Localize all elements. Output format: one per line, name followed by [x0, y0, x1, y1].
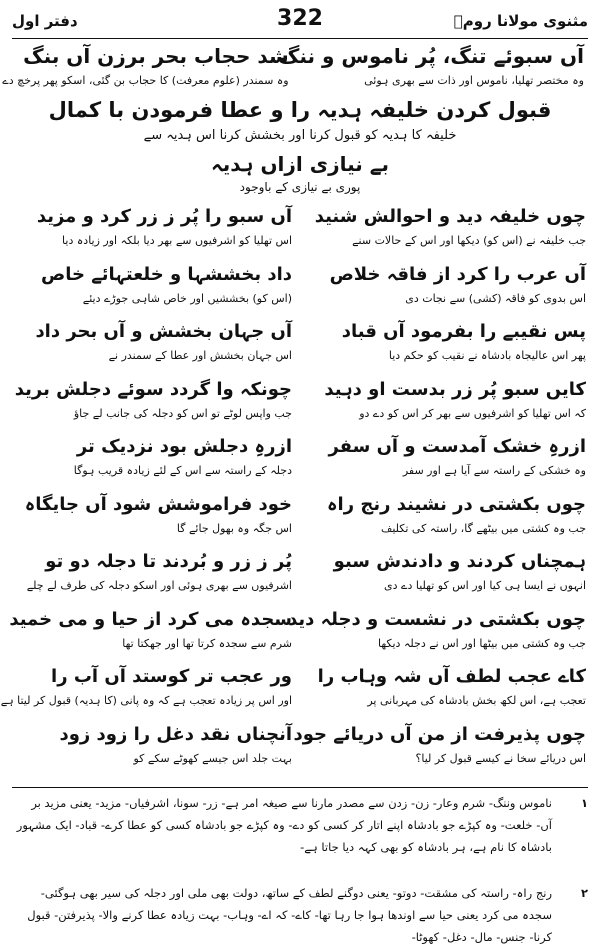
verse-line: ازرہِ دجلش بود نزدیک تر [76, 436, 292, 457]
verse-line: سجدہ می کرد از حیا و می خمید [9, 608, 292, 630]
verse-translation: انہوں نے ایسا ہی کیا اور اس کو تھلیا دے دی [384, 579, 586, 592]
footnote [14, 882, 588, 948]
couplet [287, 605, 586, 663]
verse-line: آنچناں نقد دغل را زود زود [59, 723, 292, 745]
couplet [308, 260, 586, 318]
couplet [308, 547, 586, 605]
verse-line: ازرہِ خشک آمدست و آں سفر [328, 436, 586, 457]
section-heading: قبول کردن خلیفہ ہدیہ را و عطا فرمودن با کمال [48, 98, 552, 122]
verse-line: کاے عجب لطف آں شہ وہاب را [317, 666, 586, 687]
footnote-text: رنج راہ- راستہ کی مشقت- دوتو- یعنی دوگنے لطف کے ساتھ، دولت بھی ملی اور دجلہ کی سیر بھی ہوگئی- سجدہ می کرد یعنی حیا سے اوندھا ہوا جا رہا تھا- کاے- کہ اے- وہاب- بہت زیادہ عطا کرنے والا- پذیرفتن- قبول کرنا- جنس- مال- دغل- کھوٹا- [27, 886, 552, 944]
couplet [14, 720, 292, 778]
couplet [14, 547, 292, 605]
couplet [0, 662, 292, 720]
couplet [14, 317, 292, 375]
verse-translation: جب خلیفہ نے (اس کو) دیکھا اور اس کے حالات سنے [352, 234, 586, 247]
footnote-number: ۲ [580, 886, 588, 900]
verse-line: چوں پذیرفت از من آں دریائے جود [293, 723, 586, 745]
verse-translation: جب وہ کشتی میں بیٹھے گا، راستہ کی تکلیف [380, 521, 586, 535]
couplet [14, 260, 292, 318]
verse-translation: وہ خشکی کے راستہ سے آیا ہے اور سفر [402, 464, 586, 477]
verse-translation: اس جگہ وہ بھول جائے گا [176, 521, 292, 535]
couplet [14, 375, 292, 433]
couplet [14, 432, 292, 490]
couplet [308, 317, 586, 375]
verse-line: پُر ز زر و بُردند تا دجلہ دو تو [45, 551, 292, 572]
intro-couplet [16, 44, 584, 72]
couplet [293, 720, 586, 778]
verse-line: چوں خلیفہ دید و احوالش شنید [314, 206, 586, 227]
couplet [308, 375, 586, 433]
verse-translation: اور اس پر زیادہ تعجب ہے کہ وہ پانی (کا ہدیہ) قبول کر لیتا ہے [0, 694, 292, 707]
verse-translation: پھر اس عالیجاہ بادشاہ نے نقیب کو حکم دیا [388, 349, 586, 362]
verse-line: آں عرب را کرد از فاقہ خلاص [329, 263, 586, 285]
verse-line: ور عجب تر کوستد آں آب را [51, 666, 292, 687]
intro-translation-right: وہ مختصر تھلیا، ناموس اور ذات سے بھری ہوئی [364, 74, 584, 87]
verse-line: آں جہان بخشش و آں بحر داد [35, 321, 292, 342]
footnote-text: ناموس وننگ- شرم وعار- زن- زدن سے مصدر مارنا سے صیغہ امر ہے- زر- سونا، اشرفیاں- مزید- یعنی مزید بر آں- خلعت- وہ کپڑے جو بادشاہ اپنے اتار کر کسی کو دے- وہ کپڑے جو بادشاہ کسی کو عطا کرے- قباد- ایک مشہور بادشاہ کا نام ہے، ہر بادشاہ کو بھی کہہ دیا جاتا ہے- [16, 796, 552, 854]
intro-translation-left: وہ سمندر (علوم معرفت) کا حجاب بن گئی، اسکو پھر پرخچ دے [2, 74, 289, 87]
footnote-divider [12, 787, 588, 788]
intro-translation [2, 74, 584, 92]
verse-translation: دجلہ کے راستہ سے اس کے لئے زیادہ قریب ہوگا [73, 464, 292, 477]
page-number: 322 [277, 6, 323, 31]
couplet [308, 432, 586, 490]
verse-translation: (اس کو) بخششیں اور خاص شاہی جوڑے دیئے [82, 291, 292, 305]
intro-hemistich-left: شد حجاب بحر برزن آں بنگ [23, 44, 289, 68]
footnote-number: ۱ [580, 796, 588, 810]
verse-translation: تعجب ہے، اس لکھ بخش بادشاہ کی مہربانی پر [367, 694, 586, 707]
verse-translation: بہت جلد اس جیسے کھوٹے سکے کو [133, 751, 292, 765]
verse-line: کایں سبو پُر زر بدست او دہید [324, 378, 586, 400]
verse-column-right [287, 202, 586, 765]
intro-hemistich-right: آں سبوئے تنگ، پُر ناموس و ننگ [278, 44, 584, 68]
verse-translation: اس جہان بخشش اور عطا کے سمندر نے [108, 349, 292, 362]
verse-line: خود فراموشش شود آں جایگاہ [24, 493, 292, 515]
verse-translation: اس بدوی کو فاقہ (کشی) سے نجات دی [405, 291, 586, 305]
verse-translation: جب واپس لوٹے تو اس کو دجلہ کی جانب لے جاؤ [73, 406, 292, 420]
verse-translation: اس تھلیا کو اشرفیوں سے بھر دیا بلکہ اور زیادہ دیا [62, 234, 292, 247]
verse-translation: شرم سے سجدہ کرتا تھا اور جھکتا تھا [122, 636, 292, 650]
section-subheading-translation: پوری بے نیازی کے باوجود [239, 180, 361, 194]
section-subheading: بے نیازی ازاں ہدیہ [211, 152, 389, 176]
verse-line: ہمچناں کردند و دادندش سبو [333, 551, 586, 572]
verse-line: چونکہ وا گردد سوئے دجلش برید [14, 378, 292, 400]
couplet [308, 202, 586, 260]
couplet [308, 662, 586, 720]
couplet [9, 605, 292, 663]
verse-line: داد بخششہا و خلعتہائے خاص [41, 263, 292, 285]
verse-line: پس نقیبے را بفرمود آں قباد [341, 321, 586, 342]
verse-translation: جب وہ کشتی میں بیٹھا اور اس نے دجلہ دیکھا [378, 636, 586, 650]
section-heading-translation: خلیفہ کا ہدیہ کو قبول کرنا اور بخشش کرنا اس ہدیہ سے [143, 128, 457, 143]
verse-translation: اس دریائے سخا نے کیسے قبول کر لیا؟ [415, 751, 586, 765]
verse-translation: اشرفیوں سے بھری ہوئی اور اسکو دجلہ کی طرف لے چلے [26, 579, 292, 592]
couplet [308, 490, 586, 548]
couplet [14, 202, 292, 260]
couplet [14, 490, 292, 548]
book-title: مثنوی مولانا رومؒ [453, 12, 588, 30]
verse-line: چوں بکشتی در نشست و دجلہ دید [287, 608, 586, 630]
verse-translation: کہ اس تھلیا کو اشرفیوں سے بھر کر اس کو دے دو [359, 406, 586, 420]
verse-line: چوں بکشتی در نشیند رنج راہ [327, 493, 586, 515]
volume-label: دفتر اول [12, 12, 78, 30]
page-header [12, 4, 588, 39]
verse-column-left [0, 202, 292, 765]
verse-line: آں سبو را پُر ز زر کرد و مزید [36, 206, 292, 227]
footnote [14, 792, 588, 858]
